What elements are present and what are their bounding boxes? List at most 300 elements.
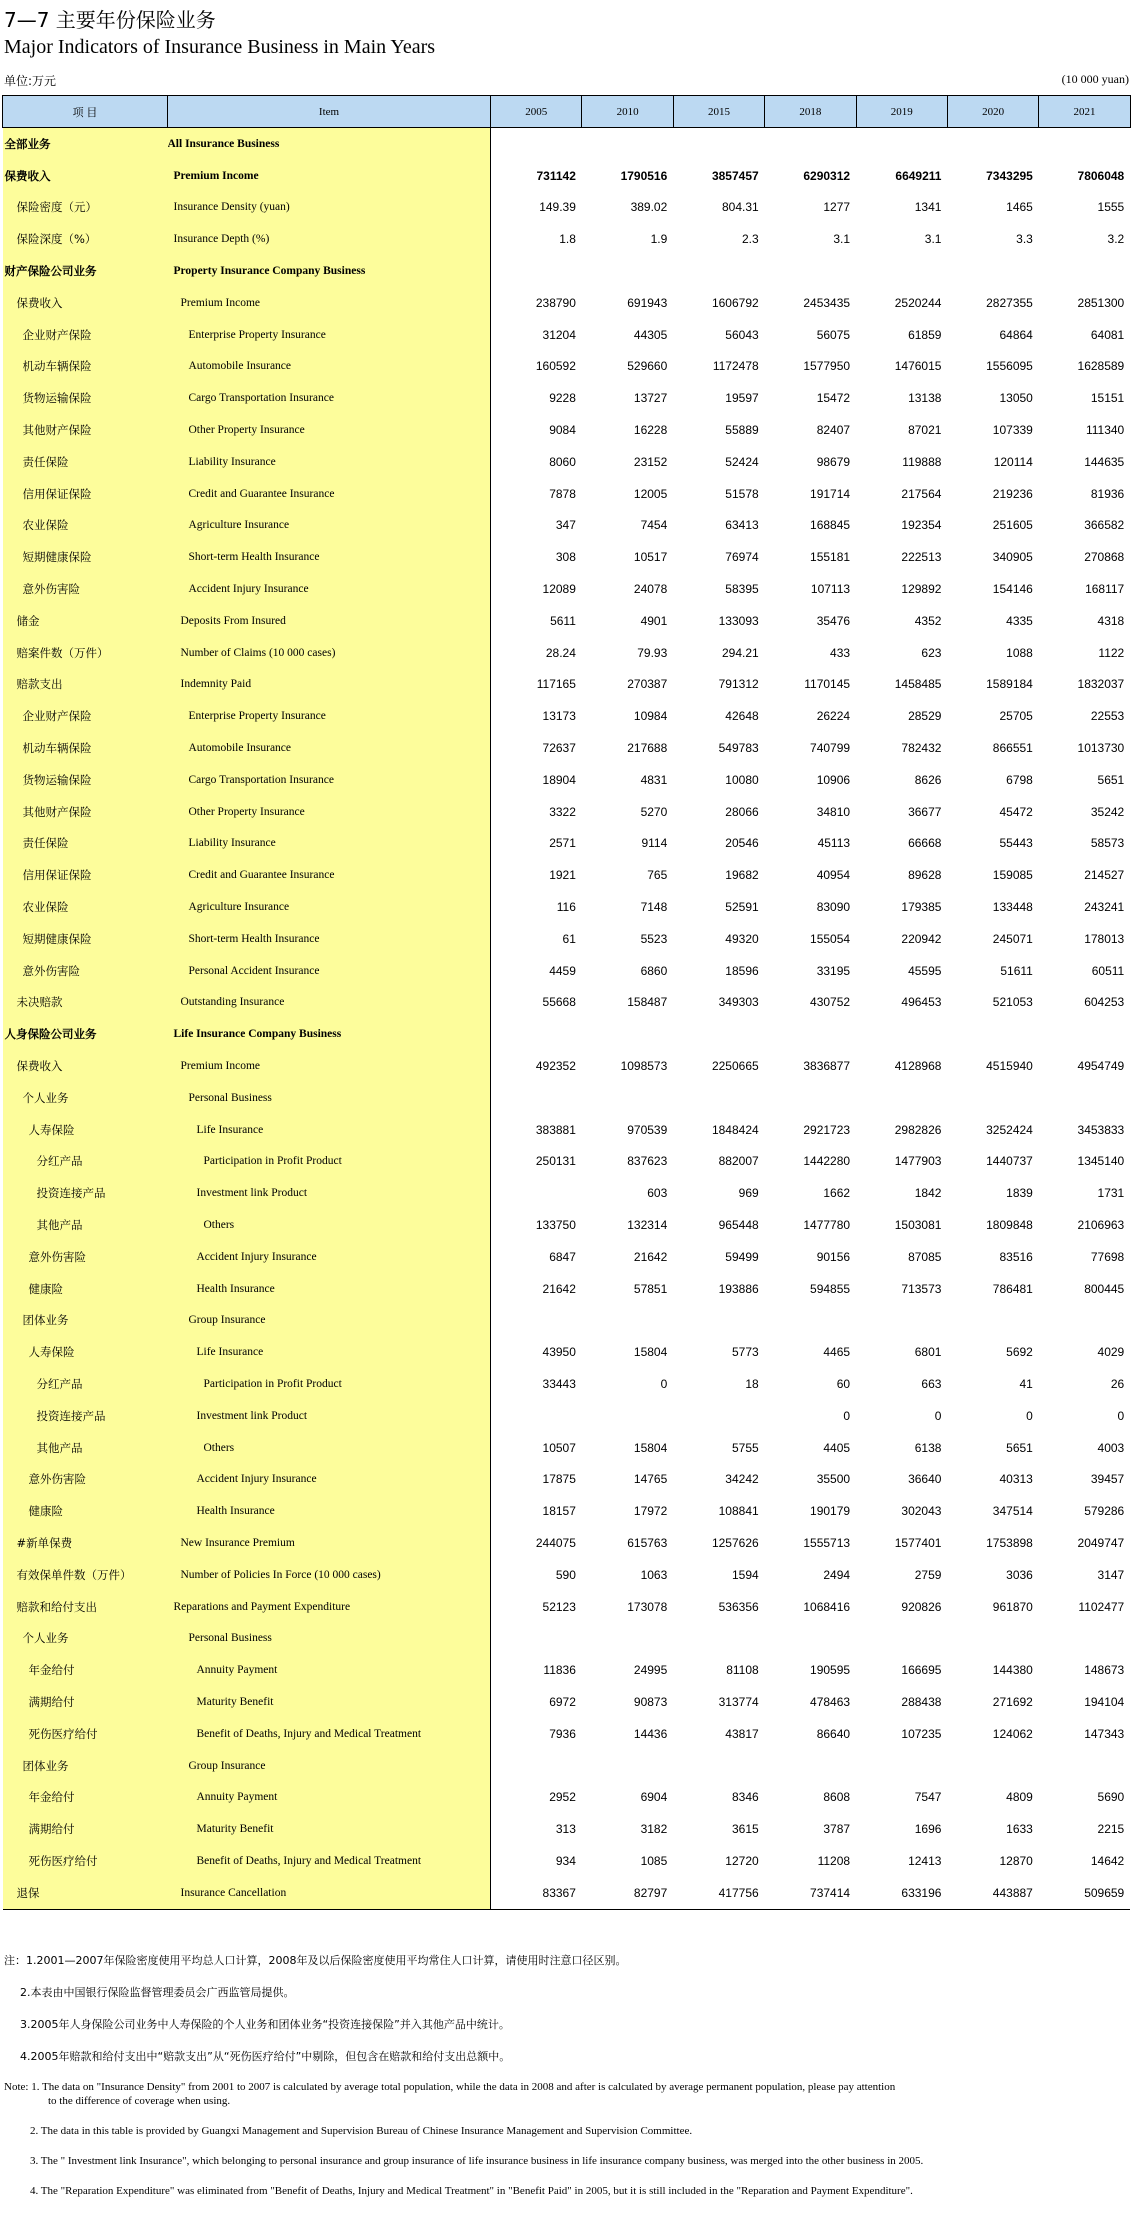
cell-value (673, 1400, 764, 1432)
row-label-en: Life Insurance Company Business (168, 1018, 491, 1050)
table-row (3, 1241, 1131, 1273)
cell-value (947, 1304, 1038, 1336)
cell-value: 11836 (543, 1663, 576, 1678)
cell-value (491, 1750, 582, 1782)
cell-value (491, 1400, 582, 1432)
cell-value: 56075 (816, 327, 851, 342)
cell-value: 1345140 (1077, 1154, 1125, 1169)
table-row (3, 223, 1131, 255)
cell-value: 82797 (582, 1877, 673, 1909)
cell-value: 56043 (725, 327, 759, 342)
cell-value: 13727 (633, 391, 668, 406)
table-row (3, 1527, 1131, 1559)
notes (4, 1952, 1129, 2214)
row-label-cn: 农业保险 (3, 891, 168, 923)
cell-value: 19682 (725, 868, 759, 883)
cell-value: 129892 (901, 582, 942, 597)
header-year: 2010 (582, 96, 673, 128)
cell-value: 383881 (535, 1122, 576, 1137)
cell-value: 60511 (1091, 963, 1125, 978)
row-label-en: Life Insurance (168, 1336, 491, 1368)
cell-value: 23152 (633, 454, 668, 469)
cell-value: 28066 (725, 804, 759, 819)
cell-value: 107113 (810, 582, 851, 597)
cell-value: 222513 (901, 550, 942, 565)
cell-value (1039, 1018, 1130, 1050)
cell-value: 5611 (550, 613, 576, 628)
cell-value: 1088 (1006, 645, 1033, 660)
cell-value: 15804 (633, 1440, 668, 1455)
table-row (3, 478, 1131, 510)
row-label-en: Annuity Payment (168, 1781, 491, 1813)
cell-value: 3615 (731, 1822, 759, 1837)
table-row (3, 1686, 1131, 1718)
cell-value: 3036 (1006, 1567, 1033, 1582)
row-label-en: Investment link Product (168, 1177, 491, 1209)
cell-value: 5690 (1097, 1790, 1125, 1805)
cell-value: 782432 (901, 741, 942, 756)
cell-value: 52123 (542, 1599, 576, 1614)
cell-value: 81936 (1090, 486, 1125, 501)
row-label-en: Credit and Guarantee Insurance (168, 859, 491, 891)
cell-value: 31204 (542, 327, 576, 342)
table-row (3, 1273, 1131, 1305)
cell-value: 2851300 (1077, 295, 1125, 310)
cell-value: 5692 (1006, 1345, 1033, 1360)
cell-value: 33195 (816, 963, 851, 978)
cell-value: 4809 (1006, 1790, 1033, 1805)
table-row (3, 1718, 1131, 1750)
row-label-en: Personal Business (168, 1082, 491, 1114)
cell-value (673, 1304, 764, 1336)
row-label-cn: 储金 (3, 605, 168, 637)
row-label-cn: 全部业务 (3, 128, 168, 160)
cell-value: 7878 (549, 486, 576, 501)
cell-value: 1832037 (1077, 677, 1125, 692)
row-label-en: Premium Income (168, 287, 491, 319)
cell-value: 302043 (901, 1504, 942, 1519)
cell-value: 615763 (627, 1535, 668, 1550)
cell-value: 509659 (1039, 1877, 1130, 1909)
cell-value: 1921 (549, 868, 576, 883)
table-row (3, 1209, 1131, 1241)
cell-value (947, 1018, 1038, 1050)
table-row (3, 1177, 1131, 1209)
row-label-en: Health Insurance (168, 1495, 491, 1527)
cell-value: 154146 (992, 582, 1033, 597)
cell-value: 1.9 (650, 232, 668, 247)
cell-value: 4831 (640, 772, 668, 787)
cell-value (491, 255, 582, 287)
row-label-cn: 其他产品 (3, 1432, 168, 1464)
cell-value: 6801 (914, 1345, 942, 1360)
cell-value: 740799 (810, 741, 851, 756)
table-row (3, 1050, 1131, 1082)
cell-value: 417756 (673, 1877, 764, 1909)
table-row (3, 859, 1131, 891)
cell-value: 9228 (549, 391, 576, 406)
cell-value: 34242 (725, 1472, 759, 1487)
table-title-cn: 7—7 主要年份保险业务 (4, 8, 216, 32)
cell-value: 244075 (535, 1535, 576, 1550)
cell-value: 61 (562, 931, 576, 946)
cell-value (673, 1018, 764, 1050)
header-year: 2015 (673, 96, 764, 128)
row-label-en: Other Property Insurance (168, 796, 491, 828)
header-item-en: Item (168, 96, 491, 128)
cell-value: 45472 (999, 804, 1033, 819)
cell-value: 63413 (725, 518, 759, 533)
row-label-cn: 企业财产保险 (3, 319, 168, 351)
cell-value: 12870 (999, 1853, 1033, 1868)
cell-value: 308 (555, 550, 576, 565)
cell-value: 4405 (823, 1440, 851, 1455)
row-label-cn: 投资连接产品 (3, 1400, 168, 1432)
cell-value (947, 1750, 1038, 1782)
cell-value (1039, 1750, 1130, 1782)
row-label-en: Personal Business (168, 1622, 491, 1654)
row-label-en: Maturity Benefit (168, 1686, 491, 1718)
row-label-en: Indemnity Paid (168, 669, 491, 701)
cell-value: 3.1 (924, 232, 942, 247)
cell-value (1039, 1622, 1130, 1654)
header-item-cn: 项 目 (3, 96, 168, 128)
row-label-en: Agriculture Insurance (168, 891, 491, 923)
cell-value: 765 (647, 868, 668, 883)
cell-value (856, 1622, 947, 1654)
cell-value (673, 128, 764, 160)
cell-value: 549783 (718, 741, 759, 756)
cell-value: 0 (934, 1408, 942, 1423)
cell-value (673, 255, 764, 287)
row-label-cn: 人身保险公司业务 (3, 1018, 168, 1050)
cell-value: 43817 (725, 1726, 759, 1741)
table-row (3, 1559, 1131, 1591)
row-label-cn: 健康险 (3, 1495, 168, 1527)
cell-value: 2.3 (741, 232, 759, 247)
cell-value: 12720 (725, 1853, 759, 1868)
cell-value: 1465 (1006, 200, 1033, 215)
cell-value: 3857457 (711, 168, 759, 183)
cell-value: 4128968 (894, 1059, 942, 1073)
row-label-en: Cargo Transportation Insurance (168, 382, 491, 414)
cell-value: 7936 (549, 1726, 576, 1741)
row-label-en: Enterprise Property Insurance (168, 319, 491, 351)
cell-value: 1696 (914, 1822, 942, 1837)
cell-value (947, 1622, 1038, 1654)
cell-value: 1477903 (894, 1154, 942, 1169)
cell-value (856, 1018, 947, 1050)
row-label-cn: 分红产品 (3, 1146, 168, 1178)
cell-value: 45595 (908, 963, 942, 978)
cell-value: 55668 (542, 995, 576, 1010)
cell-value: 1555 (1097, 200, 1125, 215)
cell-value: 57851 (633, 1281, 668, 1296)
row-label-en: Automobile Insurance (168, 351, 491, 383)
cell-value: 52424 (725, 454, 759, 469)
cell-value: 1790516 (620, 168, 668, 183)
cell-value: 19597 (725, 391, 759, 406)
cell-value: 6649211 (895, 168, 942, 183)
cell-value: 120114 (993, 454, 1033, 469)
row-label-cn: 企业财产保险 (3, 700, 168, 732)
cell-value: 270868 (1084, 550, 1125, 565)
cell-value: 83090 (816, 900, 851, 915)
cell-value: 4954749 (1077, 1059, 1125, 1073)
cell-value: 20546 (725, 836, 759, 851)
table-row (3, 923, 1131, 955)
cell-value: 786481 (992, 1281, 1033, 1296)
cell-value (856, 1750, 947, 1782)
cell-value: 83367 (491, 1877, 582, 1909)
cell-value: 1503081 (894, 1217, 942, 1232)
cell-value: 64081 (1090, 327, 1125, 342)
cell-value: 837623 (627, 1154, 668, 1169)
row-label-cn: 健康险 (3, 1273, 168, 1305)
row-label-cn: 投资连接产品 (3, 1177, 168, 1209)
cell-value: 3147 (1097, 1567, 1125, 1582)
cell-value: 8346 (731, 1790, 759, 1805)
cell-value: 13138 (908, 391, 942, 406)
row-label-cn: 保险密度（元） (3, 192, 168, 224)
cell-value: 117165 (536, 677, 576, 692)
table-row (3, 1781, 1131, 1813)
note-en: to the difference of coverage when using. (48, 2095, 231, 2107)
cell-value: 116 (556, 900, 576, 915)
cell-value: 107235 (901, 1726, 942, 1741)
row-label-cn: 财产保险公司业务 (3, 255, 168, 287)
row-label-en: Liability Insurance (168, 828, 491, 860)
cell-value (491, 1622, 582, 1654)
table-row (3, 1114, 1131, 1146)
cell-value: 2250665 (711, 1059, 759, 1073)
cell-value: 1633 (1006, 1822, 1033, 1837)
table-row (3, 1368, 1131, 1400)
row-label-cn: 保费收入 (3, 1050, 168, 1082)
cell-value: 9114 (641, 836, 668, 851)
cell-value: 1662 (823, 1186, 851, 1201)
cell-value: 347 (555, 518, 576, 533)
cell-value: 148673 (1084, 1663, 1125, 1678)
cell-value: 89628 (908, 868, 942, 883)
cell-value: 7343295 (986, 168, 1033, 183)
cell-value: 28529 (908, 709, 942, 724)
cell-value: 4515940 (986, 1059, 1033, 1073)
cell-value: 12005 (633, 486, 668, 501)
cell-value (1039, 128, 1130, 160)
cell-value: 133093 (718, 613, 759, 628)
cell-value: 59499 (725, 1249, 759, 1264)
cell-value: 603 (647, 1186, 668, 1201)
header-year: 2019 (856, 96, 947, 128)
row-label-cn: 个人业务 (3, 1622, 168, 1654)
table-row (3, 1495, 1131, 1527)
row-label-en: All Insurance Business (168, 128, 491, 160)
row-label-en: Participation in Profit Product (168, 1146, 491, 1178)
row-label-cn: 短期健康保险 (3, 541, 168, 573)
cell-value: 1257626 (711, 1535, 759, 1550)
cell-value: 58573 (1090, 836, 1125, 851)
cell-value: 1063 (640, 1567, 668, 1582)
insurance-table (2, 95, 1131, 1910)
row-label-cn: 意外伤害险 (3, 1463, 168, 1495)
cell-value (673, 1622, 764, 1654)
cell-value: 604253 (1084, 995, 1125, 1010)
header-year: 2020 (947, 96, 1038, 128)
cell-value (856, 255, 947, 287)
cell-value: 3.2 (1107, 232, 1125, 247)
table-row (3, 573, 1131, 605)
cell-value: 8626 (914, 772, 942, 787)
table-row (3, 1336, 1131, 1368)
cell-value: 579286 (1084, 1504, 1125, 1519)
cell-value: 119888 (902, 454, 942, 469)
cell-value: 961870 (992, 1599, 1033, 1614)
cell-value: 6972 (549, 1694, 576, 1709)
cell-value: 2049747 (1077, 1535, 1125, 1550)
cell-value: 155181 (810, 550, 851, 565)
cell-value: 58395 (725, 582, 759, 597)
cell-value: 87085 (908, 1249, 942, 1264)
cell-value: 1731 (1097, 1186, 1125, 1201)
cell-value: 79.93 (637, 645, 668, 660)
cell-value: 10517 (633, 550, 668, 565)
cell-value: 214527 (1084, 868, 1125, 883)
cell-value: 13050 (999, 391, 1033, 406)
header-year: 2021 (1039, 96, 1130, 128)
cell-value: 6847 (549, 1249, 576, 1264)
cell-value: 969 (738, 1186, 759, 1201)
cell-value: 15151 (1090, 391, 1125, 406)
cell-value: 866551 (992, 741, 1033, 756)
row-label-cn: 货物运输保险 (3, 764, 168, 796)
row-label-cn: 其他财产保险 (3, 796, 168, 828)
cell-value (491, 1304, 582, 1336)
cell-value: 1440737 (986, 1154, 1033, 1169)
header-row (3, 96, 1131, 128)
cell-value: 800445 (1084, 1281, 1125, 1296)
table-row (3, 828, 1131, 860)
cell-value: 5651 (1006, 1440, 1033, 1455)
cell-value: 433 (830, 645, 851, 660)
row-label-cn: 团体业务 (3, 1304, 168, 1336)
cell-value (491, 1018, 582, 1050)
cell-value: 133448 (992, 900, 1033, 915)
cell-value: 1606792 (711, 295, 759, 310)
cell-value: 36677 (908, 804, 942, 819)
cell-value: 14436 (633, 1726, 668, 1741)
cell-value: 6904 (640, 1790, 668, 1805)
cell-value: 313 (555, 1822, 576, 1837)
cell-value: 160592 (535, 359, 576, 374)
cell-value: 36640 (908, 1472, 942, 1487)
cell-value: 2759 (914, 1567, 942, 1582)
cell-value (947, 255, 1038, 287)
row-label-en: Insurance Cancellation (168, 1877, 491, 1909)
row-label-cn: 人寿保险 (3, 1336, 168, 1368)
row-label-cn: 死伤医疗给付 (3, 1845, 168, 1877)
note-cn: 注：1.2001—2007年保险密度使用平均总人口计算，2008年及以后保险密度使用平均常住人口计算，请使用时注意口径区别。 (4, 1954, 627, 1967)
cell-value: 87021 (908, 423, 942, 438)
row-label-cn: 机动车辆保险 (3, 351, 168, 383)
cell-value: 155054 (810, 931, 851, 946)
row-label-cn: 未决赔款 (3, 987, 168, 1019)
cell-value: 478463 (810, 1694, 851, 1709)
cell-value (856, 128, 947, 160)
cell-value (765, 1082, 856, 1114)
cell-value: 270387 (627, 677, 668, 692)
cell-value: 1628589 (1077, 359, 1125, 374)
cell-value: 1341 (914, 200, 942, 215)
row-label-en: Benefit of Deaths, Injury and Medical Treatment (168, 1718, 491, 1750)
cell-value: 147343 (1084, 1726, 1125, 1741)
row-label-en: Credit and Guarantee Insurance (168, 478, 491, 510)
table-row (3, 1654, 1131, 1686)
cell-value: 18596 (725, 963, 759, 978)
cell-value (582, 255, 673, 287)
cell-value: 64864 (999, 327, 1033, 342)
cell-value: 168845 (810, 518, 851, 533)
cell-value: 8060 (549, 454, 576, 469)
table-row (3, 891, 1131, 923)
cell-value: 731142 (536, 168, 576, 183)
table-row (3, 700, 1131, 732)
cell-value: 4335 (1006, 613, 1033, 628)
row-label-cn: 意外伤害险 (3, 1241, 168, 1273)
cell-value: 82407 (816, 423, 851, 438)
cell-value: 90156 (816, 1249, 851, 1264)
cell-value: 965448 (718, 1217, 759, 1232)
row-label-cn: 分红产品 (3, 1368, 168, 1400)
cell-value: 86640 (816, 1726, 851, 1741)
row-label-cn: 个人业务 (3, 1082, 168, 1114)
cell-value: 4465 (823, 1345, 851, 1360)
cell-value (673, 1750, 764, 1782)
cell-value: 8608 (823, 1790, 851, 1805)
cell-value: 250131 (535, 1154, 576, 1169)
cell-value: 158487 (627, 995, 668, 1010)
table-row (3, 319, 1131, 351)
cell-value: 34810 (816, 804, 851, 819)
cell-value: 1556095 (986, 359, 1033, 374)
cell-value: 173078 (627, 1599, 668, 1614)
cell-value: 168117 (1085, 582, 1125, 597)
cell-value: 430752 (810, 995, 851, 1010)
table-row (3, 1432, 1131, 1464)
cell-value: 3787 (823, 1822, 851, 1837)
cell-value: 2982826 (894, 1122, 942, 1137)
cell-value: 1594 (731, 1567, 759, 1582)
row-label-cn: 赔款和给付支出 (3, 1591, 168, 1623)
cell-value: 6290312 (803, 168, 851, 183)
cell-value: 2215 (1097, 1822, 1125, 1837)
cell-value: 219236 (992, 486, 1033, 501)
note-cn: 4.2005年赔款和给付支出中“赔款支出”从“死伤医疗给付”中剔除，但包含在赔款和给付支出总额中。 (20, 2050, 511, 2063)
cell-value: 3836877 (803, 1059, 851, 1073)
cell-value: 633196 (856, 1877, 947, 1909)
cell-value: 10984 (633, 709, 668, 724)
cell-value: 194104 (1084, 1694, 1125, 1709)
cell-value: 691943 (627, 295, 668, 310)
cell-value (765, 1750, 856, 1782)
table-row (3, 955, 1131, 987)
cell-value: 7806048 (1077, 168, 1125, 183)
cell-value: 144635 (1084, 454, 1125, 469)
cell-value: 76974 (725, 550, 759, 565)
cell-value: 496453 (901, 995, 942, 1010)
row-label-en: Short-term Health Insurance (168, 923, 491, 955)
cell-value: 133750 (535, 1217, 576, 1232)
